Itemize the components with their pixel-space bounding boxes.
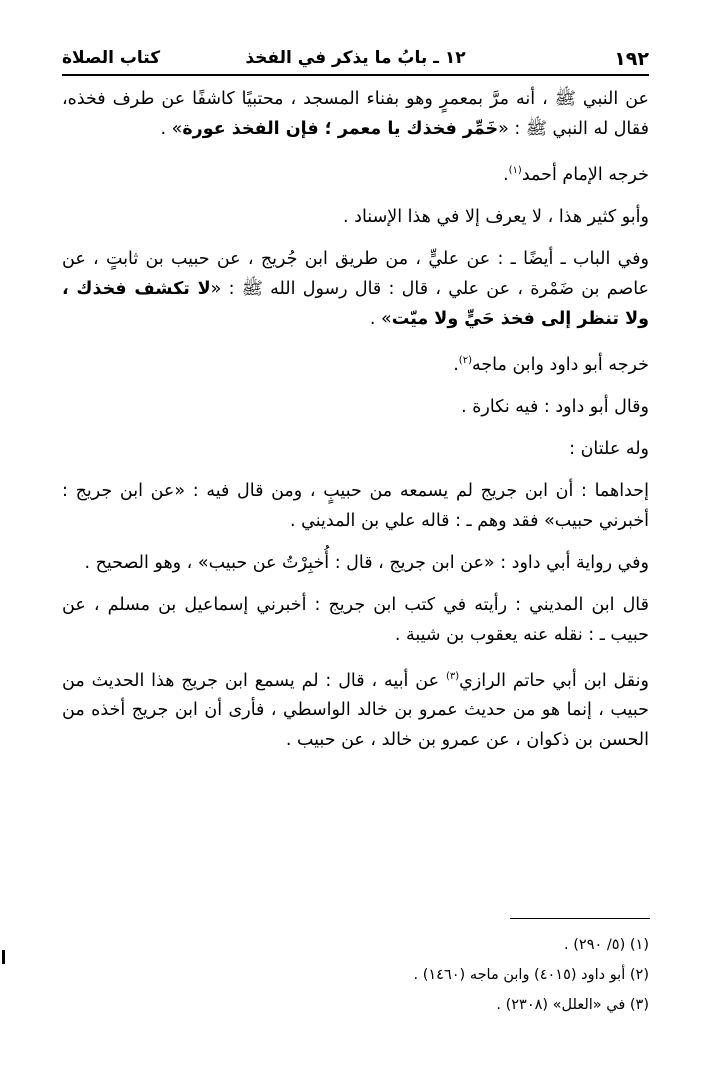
paragraph: [62, 590, 649, 650]
paragraph-text: إحداهما : أن ابن جريج لم يسمعه من حبيبٍ ، ومن قال فيه : «عن ابن جريج : أخبرني حبيب» فقد وهم ـ : قاله علي بن المديني .: [62, 480, 649, 531]
paragraph-text: وفي الباب ـ أيضًا ـ : عن عليٍّ ، من طريق ابن جُريج ، عن حبيب بن ثابتٍ ، عن عاصم بن ضَمْرة ، عن علي ، قال : قال رسول الله ﷺ : «: [62, 248, 649, 299]
paragraph: [62, 244, 649, 334]
paragraph: [62, 346, 649, 380]
paragraph-text: خرجه الإمام أحمد: [521, 164, 649, 185]
margin-mark: [2, 950, 5, 964]
paragraph-text: » .: [369, 308, 392, 329]
footnote-separator: [510, 918, 650, 919]
paragraph-text: عن النبي ﷺ ، أنه مرَّ بمعمرٍ وهو بفناء المسجد ، محتبيًا كاشفًا عن طرف فخذه، فقال له النبي ﷺ : «: [62, 89, 649, 139]
main-text: [62, 84, 649, 767]
footnotes: [62, 930, 649, 1020]
paragraph-text: وقال أبو داود : فيه نكارة .: [461, 396, 649, 417]
chapter-title: ١٢ ـ بابُ ما يذكر في الفخذ: [245, 48, 466, 68]
paragraph-text: قال ابن المديني : رأيته في كتب ابن جريج : أخبرني إسماعيل بن مسلم ، عن حبيب ـ : نقله عنه يعقوب بن شيبة .: [62, 594, 649, 645]
hadith-quote: خَمِّر فخذك يا معمر ؛ فإن الفخذ عورة: [182, 119, 499, 139]
paragraph-text: ونقل ابن أبي حاتم الرازي: [459, 670, 649, 691]
paragraph-text: .: [453, 354, 459, 375]
paragraph-text: خرجه أبو داود وابن ماجه: [471, 354, 649, 375]
paragraph: [62, 548, 649, 578]
paragraph-text: .: [503, 164, 509, 185]
page-number: ١٩٢: [614, 48, 649, 70]
running-header: [62, 44, 649, 76]
footnote-ref: (١): [508, 165, 522, 176]
paragraph: [62, 476, 649, 536]
footnote-ref: (٢): [458, 354, 472, 366]
paragraph-text: وأبو كثير هذا ، لا يعرف إلا في هذا الإسناد .: [343, 206, 649, 227]
footnote: (١) (٥/ ٢٩٠) .: [564, 937, 649, 953]
paragraph-text: عن أبيه ، قال : لم يسمع ابن جريج هذا الحديث من حبيب ، إنما هو من حديث عمرو بن خالد الواسطي ، فأرى أن ابن جريج أخذه من الحسن بن ذكوان ، عن عمرو بن خالد ، عن حبيب .: [62, 670, 649, 751]
paragraph: [62, 156, 649, 190]
hadith-quote: لا تكشف فخذك ، ولا تنظر إلى فخذ حَيٍّ ولا ميّت: [62, 278, 649, 329]
paragraph-text: » .: [160, 119, 183, 139]
footnote-ref: (٣): [445, 670, 460, 682]
paragraph-text: وفي رواية أبي داود : «عن ابن جريج ، قال : أُخبِرْتُ عن حبيب» ، وهو الصحيح .: [84, 552, 649, 573]
paragraph: [62, 662, 649, 756]
paragraph-text: وله علتان :: [569, 438, 649, 459]
footnote: (٢) أبو داود (٤٠١٥) وابن ماجه (١٤٦٠) .: [413, 967, 649, 983]
paragraph: [62, 392, 649, 422]
footnote: (٣) في «العلل» (٢٣٠٨) .: [496, 997, 649, 1013]
paragraph: [62, 202, 649, 232]
paragraph: [62, 434, 649, 464]
book-title: كتاب الصلاة: [62, 48, 161, 68]
paragraph: [62, 84, 649, 144]
